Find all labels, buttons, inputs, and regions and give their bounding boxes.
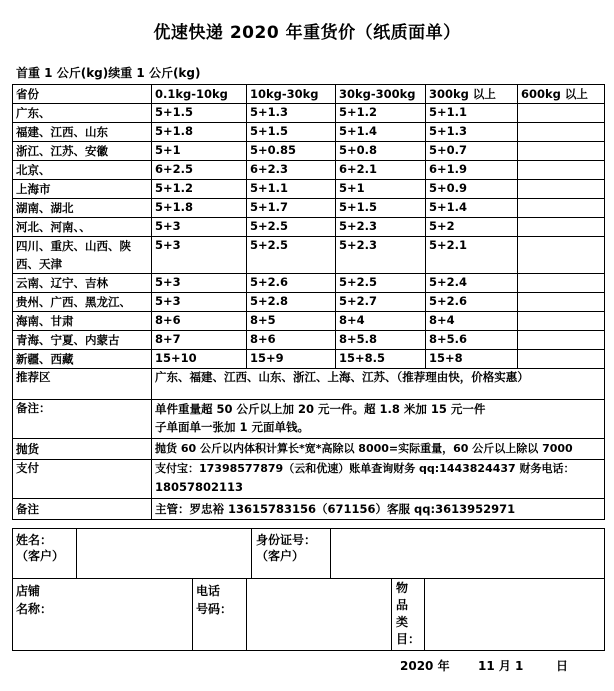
price-cell: 15+10 <box>152 350 247 369</box>
table-row <box>13 237 605 274</box>
column-header: 30kg-300kg <box>336 85 426 104</box>
price-cell: 5+2.5 <box>336 274 426 293</box>
column-header: 300kg 以上 <box>426 85 518 104</box>
price-cell: 5+2.5 <box>247 218 336 237</box>
price-cell: 5+0.8 <box>336 142 426 161</box>
price-cell: 5+1 <box>152 142 247 161</box>
price-cell <box>518 180 605 199</box>
id-number-field[interactable] <box>256 532 316 564</box>
province-cell: 浙江、江苏、安徽 <box>13 142 152 161</box>
remark-value <box>152 400 605 439</box>
price-cell <box>518 104 605 123</box>
id-number-sublabel: （客户） <box>256 549 305 563</box>
price-cell <box>518 237 605 274</box>
date-month: 11 月 1 <box>478 659 524 673</box>
payment-line: 支付宝：17398577879（云和优速）账单查询财务 qq:1443824437 财务电话： <box>155 462 575 475</box>
name-field[interactable] <box>16 532 64 564</box>
column-header: 600kg 以上 <box>518 85 605 104</box>
recommend-value: 广东、福建、江西、山东、浙江、上海、江苏、（推荐理由快，价格实惠） <box>152 369 605 400</box>
table-row <box>13 199 605 218</box>
price-cell <box>518 199 605 218</box>
name-label: 姓名： <box>16 533 53 547</box>
price-cell: 5+1.3 <box>247 104 336 123</box>
shop-label: 名称： <box>16 602 53 616</box>
price-cell: 5+1.1 <box>247 180 336 199</box>
price-cell <box>518 218 605 237</box>
table-row <box>13 312 605 331</box>
rate-rows <box>13 104 605 369</box>
table-row <box>13 104 605 123</box>
price-cell: 5+1 <box>336 180 426 199</box>
price-cell: 6+2.5 <box>152 161 247 180</box>
price-cell: 5+2.4 <box>426 274 518 293</box>
price-cell <box>518 274 605 293</box>
price-cell <box>518 123 605 142</box>
price-cell: 5+1.5 <box>152 104 247 123</box>
province-cell: 四川、重庆、山西、陕西、天津 <box>13 237 152 274</box>
price-cell: 5+2.6 <box>426 293 518 312</box>
page-title: 优速快递 2020 年重货价（纸质面单） <box>153 23 461 43</box>
price-cell: 15+8.5 <box>336 350 426 369</box>
rate-table <box>12 84 605 520</box>
bulky-value: 抛货 60 公斤以内体积计算长*宽*高除以 8000=实际重量，60 公斤以上除以 7000 <box>152 439 605 460</box>
province-cell: 福建、江西、山东 <box>13 123 152 142</box>
payment-value <box>152 460 605 499</box>
recommend-label: 推荐区 <box>13 369 152 400</box>
price-cell: 8+6 <box>247 331 336 350</box>
price-cell: 5+2.7 <box>336 293 426 312</box>
category-field[interactable] <box>396 580 420 648</box>
province-cell: 贵州、广西、黑龙江、 <box>13 293 152 312</box>
shop-name-field[interactable] <box>16 582 52 618</box>
table-row <box>13 180 605 199</box>
remark-label: 备注： <box>13 400 152 439</box>
date-day: 日 <box>556 659 569 673</box>
remark-line: 子单面单一张加 1 元面单钱。 <box>155 420 310 434</box>
price-cell: 5+1.4 <box>426 199 518 218</box>
price-cell: 5+3 <box>152 293 247 312</box>
phone-field[interactable] <box>196 582 232 618</box>
province-cell: 新疆、西藏 <box>13 350 152 369</box>
remark-row <box>13 400 605 439</box>
price-cell: 6+2.3 <box>247 161 336 180</box>
price-cell <box>518 293 605 312</box>
price-cell: 5+1.8 <box>152 199 247 218</box>
column-header: 省份 <box>13 85 152 104</box>
price-cell: 5+0.7 <box>426 142 518 161</box>
price-cell: 5+3 <box>152 237 247 274</box>
price-cell: 5+3 <box>152 218 247 237</box>
contact-row <box>13 499 605 520</box>
category-label: 目： <box>396 632 421 646</box>
price-cell: 8+5.6 <box>426 331 518 350</box>
price-cell <box>518 312 605 331</box>
weight-rule-subtitle: 首重 1 公斤(kg)续重 1 公斤(kg) <box>16 66 201 80</box>
price-cell: 8+7 <box>152 331 247 350</box>
price-cell: 5+1.8 <box>152 123 247 142</box>
price-cell <box>518 161 605 180</box>
price-cell: 5+3 <box>152 274 247 293</box>
price-cell: 5+2.1 <box>426 237 518 274</box>
table-row <box>13 161 605 180</box>
price-cell: 5+2.5 <box>247 237 336 274</box>
price-cell: 5+2.3 <box>336 218 426 237</box>
province-cell: 广东、 <box>13 104 152 123</box>
category-label: 物 <box>396 581 409 595</box>
table-row <box>13 218 605 237</box>
table-row <box>13 331 605 350</box>
price-cell <box>518 331 605 350</box>
recommend-row <box>13 369 605 400</box>
remark-line: 单件重量超 50 公斤以上加 20 元一件。超 1.8 米加 15 元一件 <box>155 402 486 416</box>
price-cell: 5+1.1 <box>426 104 518 123</box>
price-cell: 15+9 <box>247 350 336 369</box>
contact-label: 备注 <box>13 499 152 520</box>
bulky-label: 抛货 <box>13 439 152 460</box>
price-cell: 5+1.2 <box>152 180 247 199</box>
contact-value: 主管：罗忠裕 13615783156（671156）客服 qq:3613952971 <box>152 499 605 520</box>
table-row <box>13 274 605 293</box>
price-cell: 5+1.2 <box>336 104 426 123</box>
price-cell: 15+8 <box>426 350 518 369</box>
price-cell: 5+0.9 <box>426 180 518 199</box>
table-row <box>13 293 605 312</box>
price-cell: 5+1.3 <box>426 123 518 142</box>
payment-label: 支付 <box>13 460 152 499</box>
price-cell: 6+1.9 <box>426 161 518 180</box>
payment-row <box>13 460 605 499</box>
price-cell: 8+5.8 <box>336 331 426 350</box>
province-cell: 湖南、湖北 <box>13 199 152 218</box>
province-cell: 云南、辽宁、吉林 <box>13 274 152 293</box>
phone-label: 电话 <box>196 584 221 598</box>
bulky-row <box>13 439 605 460</box>
table-row <box>13 142 605 161</box>
table-row <box>13 350 605 369</box>
price-cell: 5+2.8 <box>247 293 336 312</box>
category-label: 品 <box>396 598 409 612</box>
price-cell <box>518 142 605 161</box>
price-cell: 5+1.7 <box>247 199 336 218</box>
name-sublabel: （客户） <box>16 549 65 563</box>
price-cell: 5+0.85 <box>247 142 336 161</box>
price-cell: 5+1.5 <box>336 199 426 218</box>
id-number-label: 身份证号： <box>256 533 317 547</box>
price-cell: 5+2.3 <box>336 237 426 274</box>
price-cell: 6+2.1 <box>336 161 426 180</box>
price-cell <box>518 350 605 369</box>
price-cell: 8+5 <box>247 312 336 331</box>
province-cell: 河北、河南、、 <box>13 218 152 237</box>
price-cell: 8+6 <box>152 312 247 331</box>
price-cell: 8+4 <box>426 312 518 331</box>
province-cell: 上海市 <box>13 180 152 199</box>
table-header-row <box>13 85 605 104</box>
shop-label: 店铺 <box>16 584 41 598</box>
price-cell: 8+4 <box>336 312 426 331</box>
price-cell: 5+2 <box>426 218 518 237</box>
column-header: 10kg-30kg <box>247 85 336 104</box>
phone-label: 号码： <box>196 602 233 616</box>
payment-line: 18057802113 <box>155 480 244 494</box>
date-year: 2020 年 <box>400 659 450 673</box>
price-cell: 5+1.5 <box>247 123 336 142</box>
column-header: 0.1kg-10kg <box>152 85 247 104</box>
category-label: 类 <box>396 615 409 629</box>
price-cell: 5+1.4 <box>336 123 426 142</box>
table-row <box>13 123 605 142</box>
province-cell: 青海、宁夏、内蒙古 <box>13 331 152 350</box>
price-cell: 5+2.6 <box>247 274 336 293</box>
province-cell: 北京、 <box>13 161 152 180</box>
province-cell: 海南、甘肃 <box>13 312 152 331</box>
